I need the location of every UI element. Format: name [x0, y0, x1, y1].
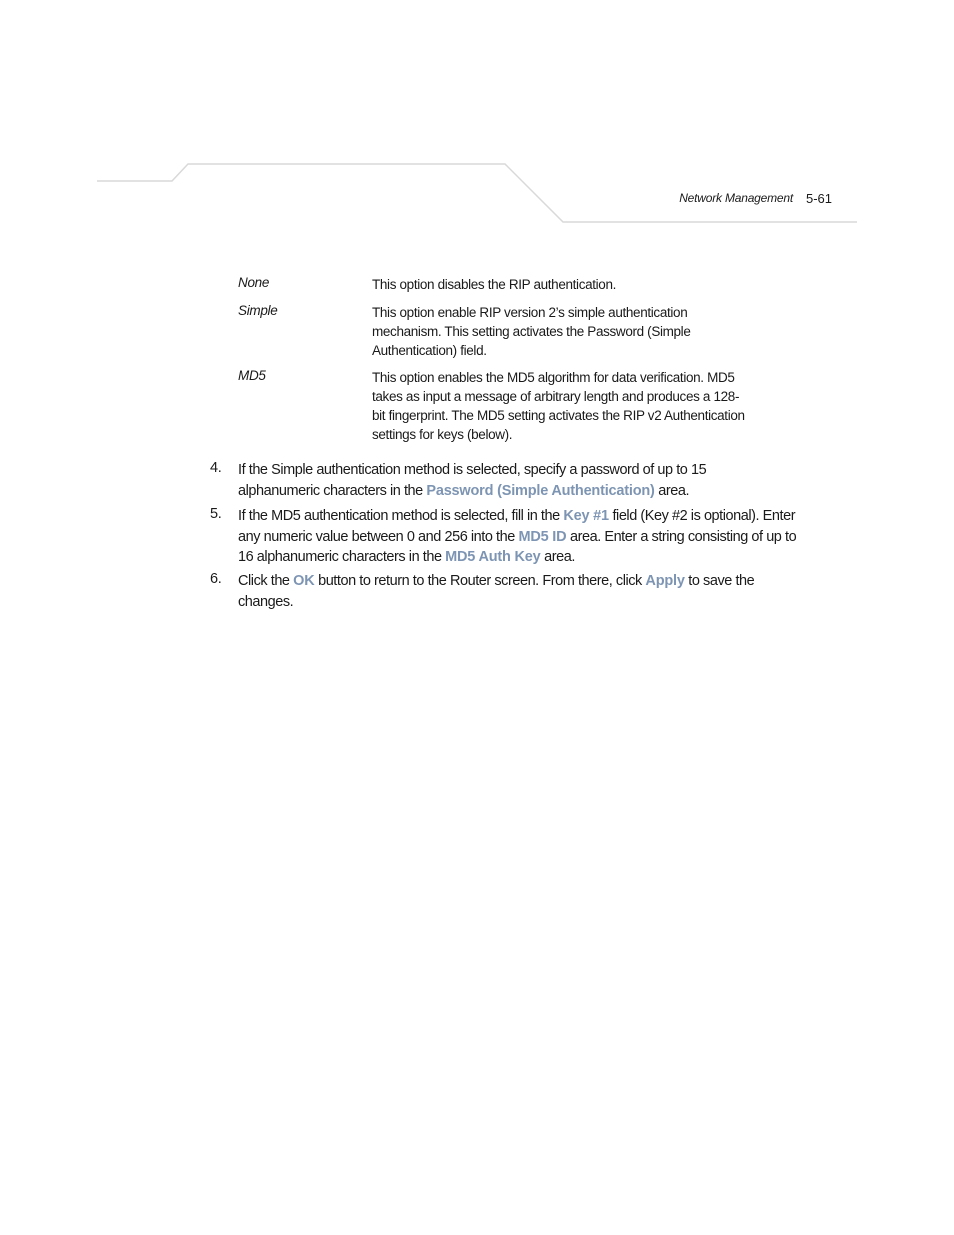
step-text-segment: Click the [238, 573, 294, 589]
option-name: None [238, 275, 270, 290]
step-text-segment: area. Enter a string consisting of up to 16 alphanumeric characters in the [238, 528, 797, 565]
option-description: This option disables the RIP authentication. [372, 277, 617, 292]
step-number: 5. [210, 506, 222, 522]
step-text-segment: field (Key #2 is optional). Enter any numeric value between 0 and 256 into the [238, 508, 796, 545]
option-description: This option enables the MD5 algorithm for data verification. MD5 takes as input a message of arbitrary length and produces a 128-bit fingerprint. The MD5 setting activates the RIP v2 Authentication settings for keys (below). [372, 370, 745, 442]
password-simple-auth-reference: Password (Simple Authentication) [426, 482, 655, 499]
key-1-reference: Key #1 [563, 508, 609, 524]
step-text-segment: If the Simple authentication method is selected, specify a password of up to 15 alphanumeric characters in the [238, 462, 707, 499]
running-header-title: Network Management [679, 191, 793, 205]
step-text-segment: to save the changes. [238, 573, 755, 610]
step-text-segment: area. [654, 482, 690, 499]
ok-button-reference: OK [293, 573, 315, 589]
step-text-segment: If the MD5 authentication method is selected, fill in the [238, 508, 564, 524]
md5-id-reference: MD5 ID [518, 528, 567, 545]
apply-button-reference: Apply [645, 573, 685, 589]
step-text-segment: button to return to the Router screen. From there, click [314, 573, 646, 589]
step-text [238, 571, 803, 612]
page-number: 5-61 [806, 191, 833, 206]
step-number: 6. [210, 571, 222, 587]
option-name: MD5 [238, 368, 266, 383]
option-name: Simple [238, 303, 278, 318]
step-text [238, 506, 803, 568]
step-text [238, 460, 738, 501]
step-text-segment: area. [540, 549, 575, 565]
md5-auth-key-reference: MD5 Auth Key [445, 549, 541, 565]
option-description: This option enable RIP version 2’s simple authentication mechanism. This setting activates the Password (Simple Authentication) field. [372, 305, 691, 358]
step-number: 4. [210, 460, 222, 476]
